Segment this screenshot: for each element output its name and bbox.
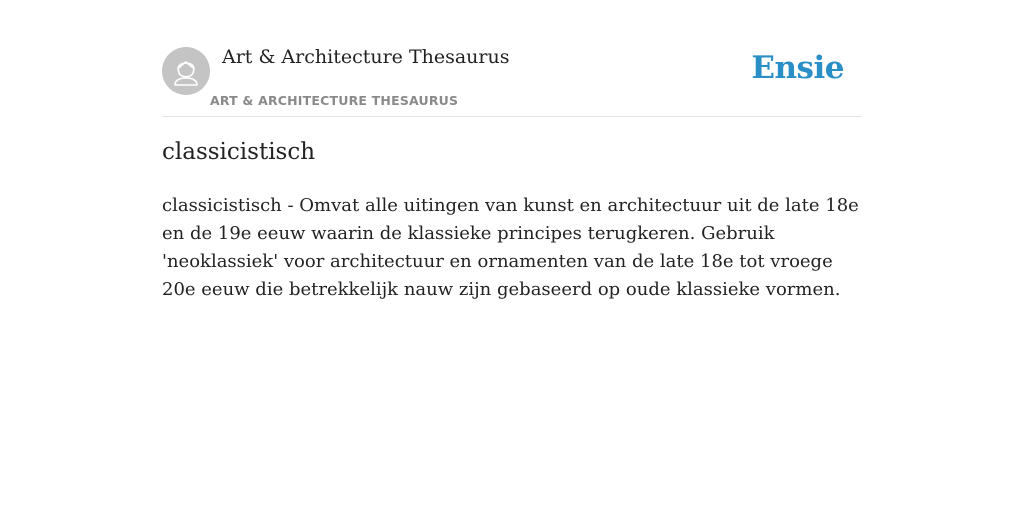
brand-logo[interactable]: Ensie bbox=[751, 50, 844, 86]
page-title: classicistisch bbox=[162, 139, 316, 165]
author-subtitle[interactable]: ART & ARCHITECTURE THESAURUS bbox=[210, 93, 459, 108]
user-icon bbox=[162, 47, 210, 95]
avatar[interactable] bbox=[162, 47, 210, 95]
definition-text: classicistisch - Omvat alle uitingen van kunst en architectuur uit de late 18e en de 19e eeuw waarin de klassieke principes terugkeren. Gebruik 'neoklassiek' voor architectuur en ornamenten van de late 18e tot vroege 20e eeuw die betrekkelijk nauw zijn gebaseerd op oude klassieke vormen. bbox=[162, 195, 859, 300]
author-name[interactable]: Art & Architecture Thesaurus bbox=[222, 46, 510, 68]
header bbox=[162, 46, 862, 117]
